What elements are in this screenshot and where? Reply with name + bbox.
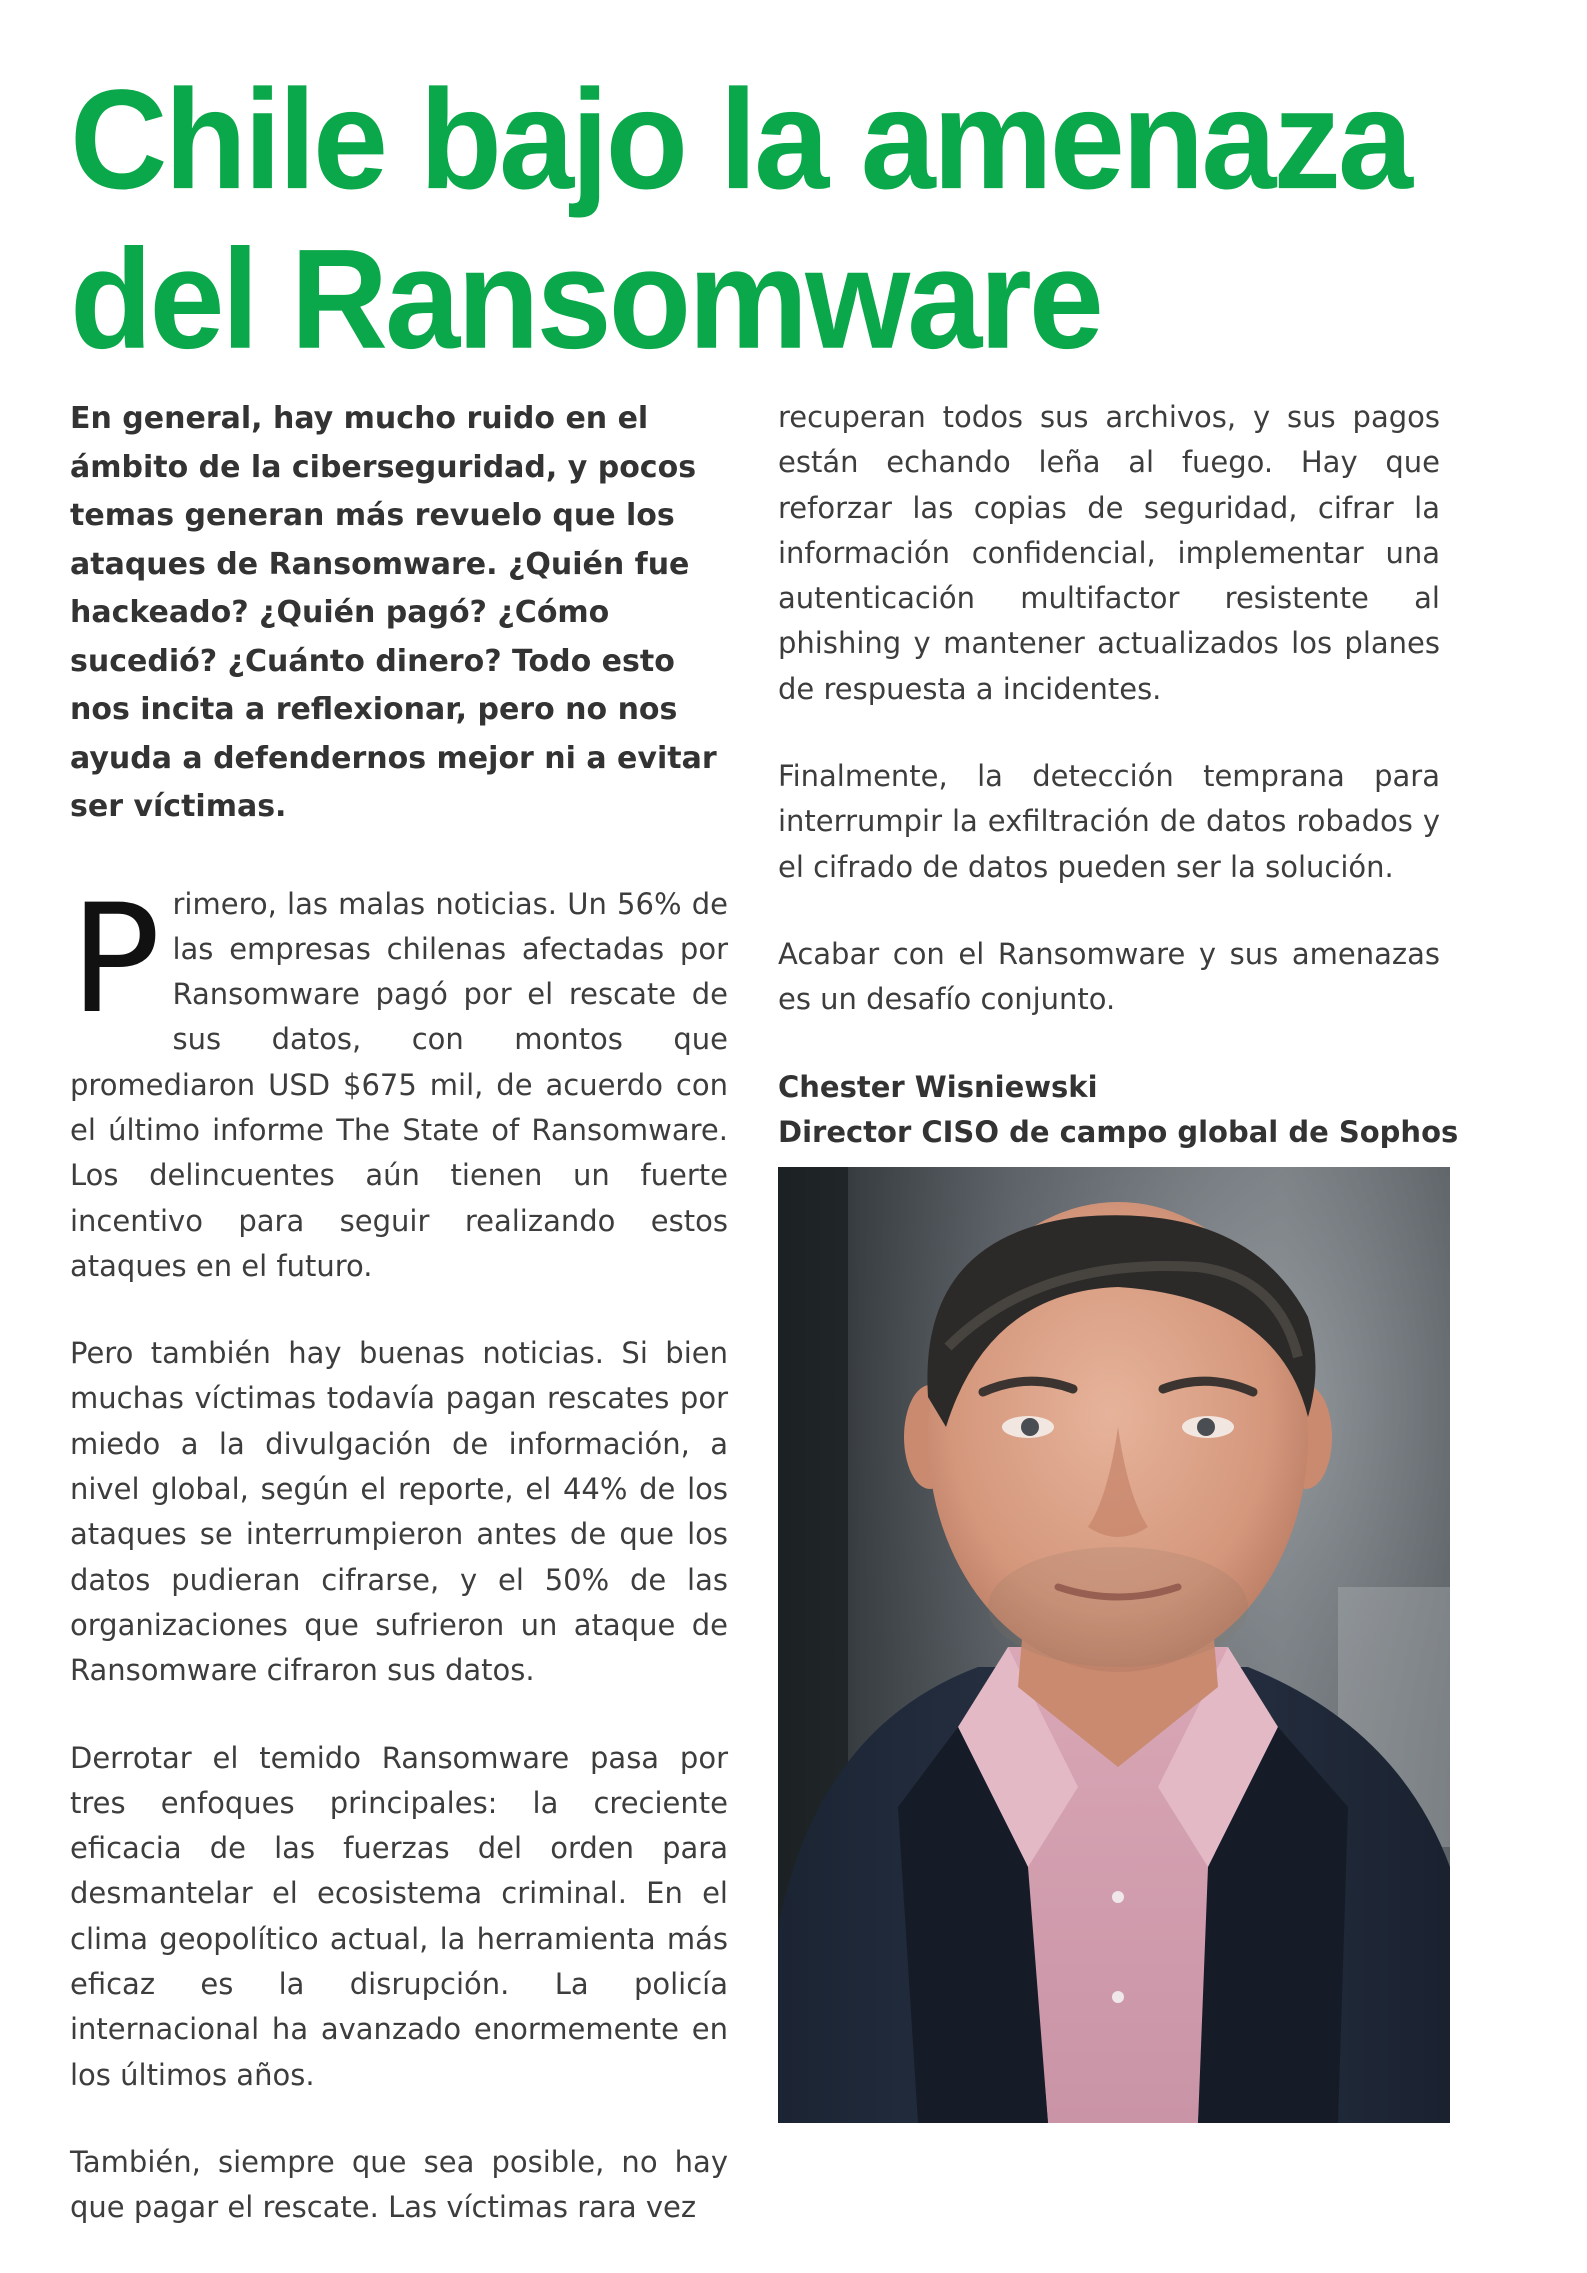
paragraph-2: Pero también hay buenas noticias. Si bien muchas víctimas todavía pagan rescates por miedo a la divulgación de información, a nivel global, según el reporte, el 44% de los ataques se interrumpieron antes de que los datos pudieran cifrarse, y el 50% de las organizaciones que sufrieron un ataque de Ransomware cifraron sus datos.	[70, 1336, 728, 1688]
portrait-illustration	[778, 1167, 1450, 2123]
paragraph-7: Acabar con el Ransomware y sus amenazas es un desafío conjunto.	[778, 936, 1440, 1017]
author-byline	[778, 1065, 1459, 1155]
paragraph-5: recuperan todos sus archivos, y sus pagos están echando leña al fuego. Hay que reforzar las copias de seguridad, cifrar la información confidencial, implementar una autenticación multifactor resistente al phishing y mantener actualizados los planes de respuesta a incidentes.	[778, 400, 1440, 706]
left-column	[70, 395, 728, 2273]
author-name: Chester Wisniewski	[778, 1069, 1098, 1104]
article-lead: En general, hay mucho ruido en el ámbito de la ciberseguridad, y pocos temas generan más revuelo que los ataques de Ransomware. ¿Quién fue hackeado? ¿Quién pagó? ¿Cómo sucedió? ¿Cuánto dinero? Todo esto nos incita a reflexionar, pero no nos ayuda a defendernos mejor ni a evitar ser víctimas.	[70, 401, 717, 824]
paragraph-6: Finalmente, la detección temprana para interrumpir la exfiltración de datos robados y el cifrado de datos pueden ser la solución.	[778, 759, 1440, 884]
paragraph-1-text: rimero, las malas noticias. Un 56% de las empresas chilenas afectadas por Ransomware pagó por el rescate de sus datos, con montos que promediaron USD $675 mil, de acuerdo con el último informe The State of Ransomware. Los delincuentes aún tienen un fuerte incentivo para seguir realizando estos ataques en el futuro.	[70, 886, 728, 1283]
article-title	[70, 60, 1470, 379]
paragraph-1	[70, 872, 728, 1290]
paragraph-4: También, siempre que sea posible, no hay que pagar el rescate. Las víctimas rara vez	[70, 2144, 728, 2225]
drop-cap: P	[70, 872, 161, 1047]
article-title-line-1: Chile bajo la amenaza	[70, 60, 1410, 219]
author-portrait	[778, 1167, 1450, 2123]
article-title-line-2: del Ransomware	[70, 219, 1101, 379]
paragraph-3: Derrotar el temido Ransomware pasa por tres enfoques principales: la creciente eficacia de las fuerzas del orden para desmantelar el ecosistema criminal. En el clima geopolítico actual, la herramienta más eficaz es la disrupción. La policía internacional ha avanzado enormemente en los últimos años.	[70, 1740, 728, 2092]
author-role: Director CISO de campo global de Sophos	[778, 1114, 1459, 1149]
right-column	[778, 395, 1459, 1155]
